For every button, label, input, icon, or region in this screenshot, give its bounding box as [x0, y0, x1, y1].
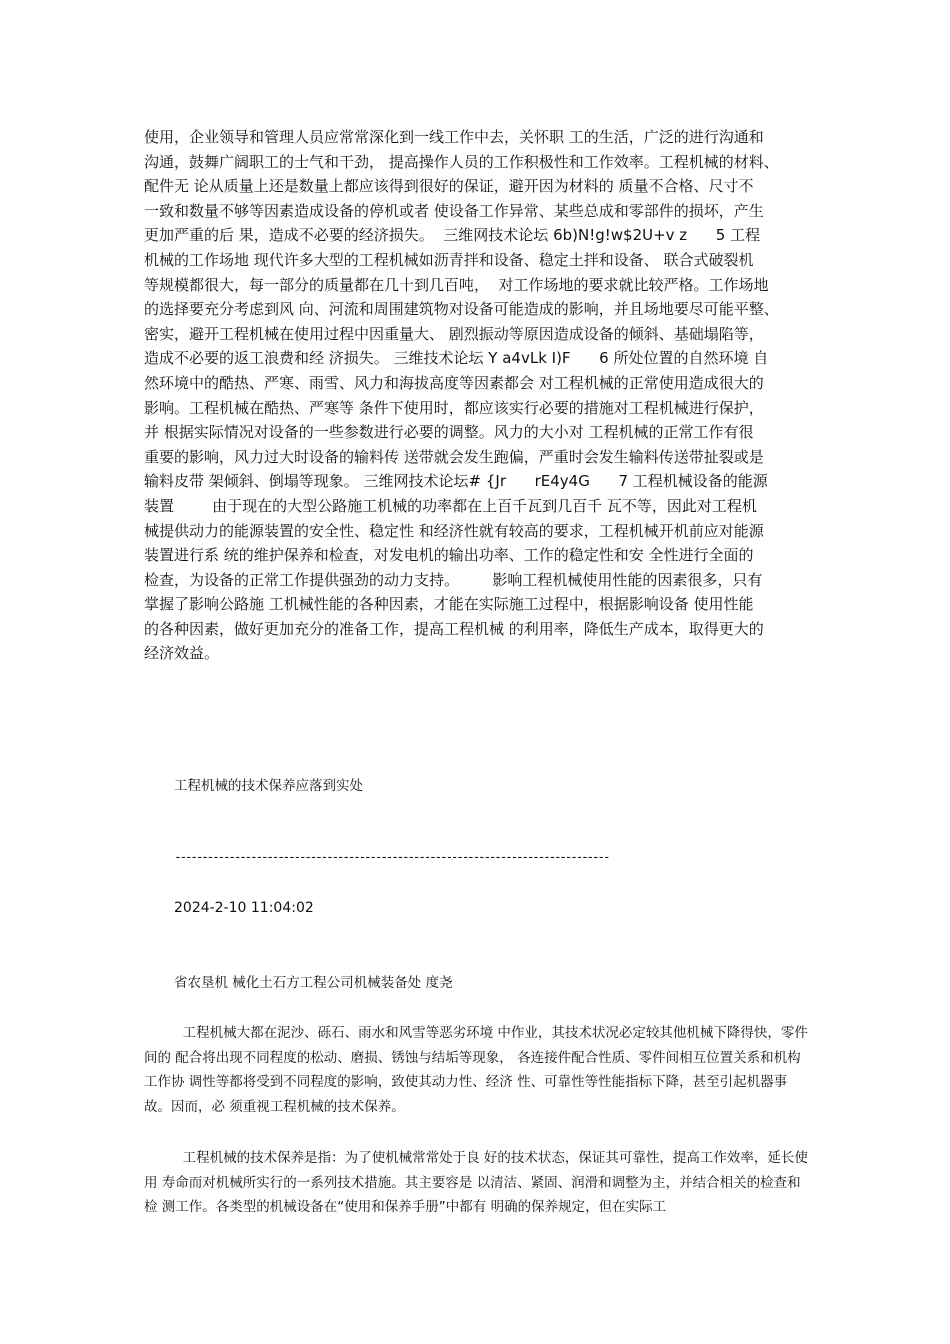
text-line: 的选择要充分考虑到风 向、河流和周围建筑物对设备可能造成的影响，并且场地要尽可能平整、	[144, 300, 779, 319]
text-line: 密实，避开工程机械在使用过程中因重量大、 剧烈振动等原因造成设备的倾斜、基础塌陷等，	[144, 324, 764, 343]
text-line: 影响。工程机械在酷热、严寒等 条件下使用时，都应该实行必要的措施对工程机械进行保护，	[144, 398, 764, 417]
text-line: 配件无 论从质量上还是数量上都应该得到很好的保证，避开因为材料的 质量不合格、尺寸不	[144, 177, 754, 196]
text-line: 一致和数量不够等因素造成设备的停机或者 使设备工作异常、某些总成和零部件的损坏，产生	[144, 201, 764, 220]
text-line: 使用，企业领导和管理人员应常常深化到一线工作中去，关怀职 工的生活，广泛的进行沟通和	[144, 128, 764, 146]
text-line: 然环境中的酷热、严寒、雨雪、风力和海拔高度等因素都会 对工程机械的正常使用造成很大的	[144, 373, 764, 392]
text-line: 造成不必要的返工浪费和经 济损失。 三维技术论坛 Y a4vLk I)F 6 所处位置的自然环境 自	[144, 349, 769, 368]
article-paragraph-1: 工程机械大都在泥沙、砾石、雨水和风雪等恶劣环境 中作业，其技术状况必定较其他机械下降得快，零件间的 配合将出现不同程度的松动、磨损、锈蚀与结垢等现象， 各连接件配合性质、零件间相互位置关系和机构工作协 调性等都将受到不同程度的影响，致使其动力性、经济 性、可靠性等性能指标下降，甚至引起机器事故。因而，必 须重视工程机械的技术保养。	[144, 1025, 808, 1115]
separator-line: --------------------------------------------------------------------------------	[174, 850, 609, 865]
text-line: 更加严重的后 果，造成不必要的经济损失。 三维网技术论坛 6b)N!g!w$2U+v z 5 工程	[144, 226, 761, 245]
text-line: 输料皮带 架倾斜、倒塌等现象。 三维网技术论坛# {Jr rE4y4G 7 工程机械设备的能源	[144, 472, 768, 491]
article-datetime: 2024-2-10 11:04:02	[174, 900, 314, 916]
article-title: 工程机械的技术保养应落到实处	[174, 778, 363, 794]
text-line: 并 根据实际情况对设备的一些参数进行必要的调整。风力的大小对 工程机械的正常工作有很	[144, 423, 754, 442]
text-line: 掌握了影响公路施 工机械性能的各种因素，才能在实际施工过程中，根据影响设备 使用性能	[144, 595, 754, 614]
article-paragraph-2: 工程机械的技术保养是指：为了使机械常常处于良 好的技术状态，保证其可靠性，提高工作效率，延长使用 寿命而对机械所实行的一系列技术措施。其主要容是 以清洁、紧固、润滑和调整为主，并结合相关的检查和检 测工作。各类型的机械设备在“使用和保养手册”中都有 明确的保养规定，但在实际工	[144, 1150, 808, 1215]
continued-text-block	[144, 125, 808, 666]
text-line: 装置 由于现在的大型公路施工机械的功率都在上百千瓦到几百千 瓦不等，因此对工程机	[144, 496, 757, 515]
text-line: 装置进行系 统的维护保养和检查，对发电机的输出功率、工作的稳定性和安 全性进行全面的	[144, 546, 754, 565]
text-line: 的各种因素，做好更加充分的准备工作，提高工程机械 的利用率，降低生产成本，取得更大的	[144, 619, 764, 638]
text-line: 经济效益。	[144, 644, 220, 663]
text-line: 等规模都很大，每一部分的质量都在几十到几百吨， 对工作场地的要求就比较严格。工作场地	[144, 275, 769, 294]
text-line: 重要的影响，风力过大时设备的输料传 送带就会发生跑偏，严重时会发生输料传送带扯裂或是	[144, 447, 764, 466]
text-line: 沟通，鼓舞广阔职工的士气和干劲， 提高操作人员的工作积极性和工作效率。工程机械的材料、	[144, 152, 779, 171]
text-line: 检查，为设备的正常工作提供强劲的动力支持。 影响工程机械使用性能的因素很多，只有	[144, 570, 763, 589]
text-line: 机械的工作场地 现代许多大型的工程机械如沥青拌和设备、稳定土拌和设备、 联合式破裂机	[144, 250, 754, 269]
article-author: 省农垦机 械化土石方工程公司机械装备处 度尧	[174, 975, 453, 991]
text-line: 械提供动力的能源装置的安全性、稳定性 和经济性就有较高的要求，工程机械开机前应对能源	[144, 521, 764, 540]
